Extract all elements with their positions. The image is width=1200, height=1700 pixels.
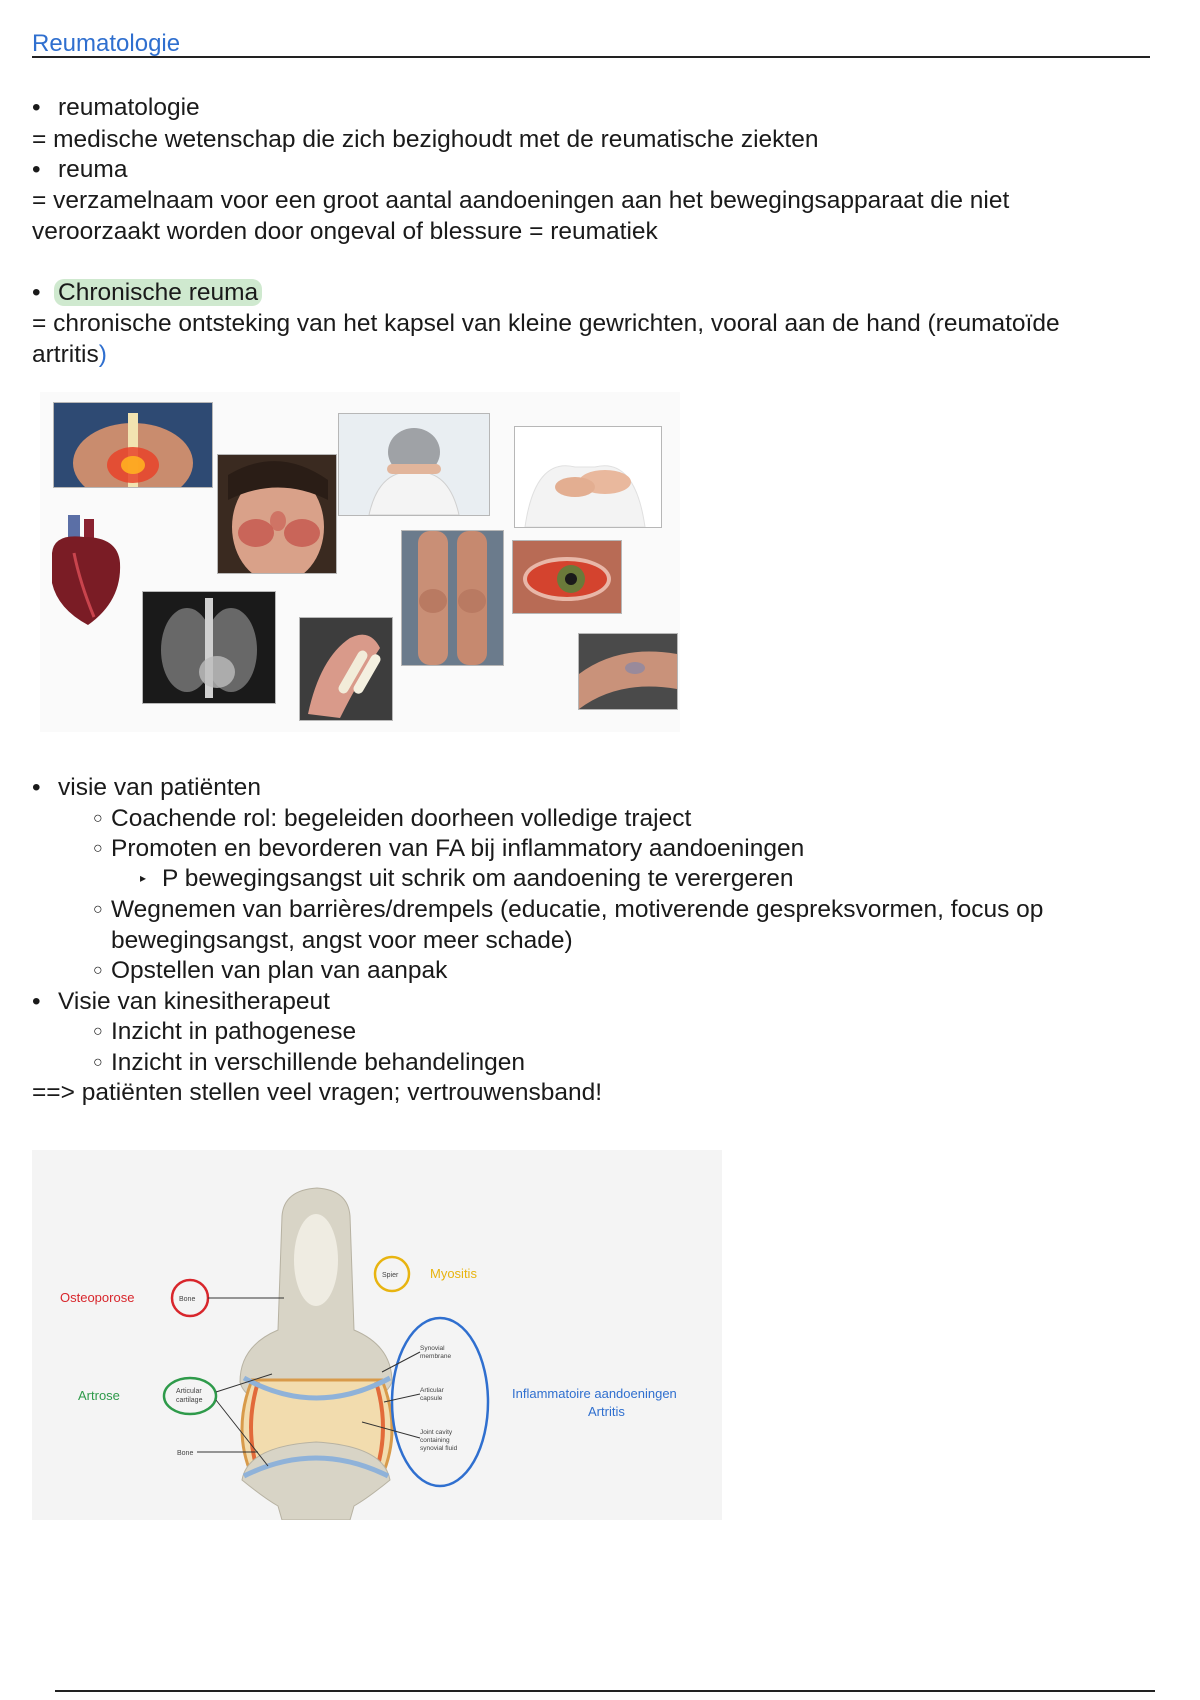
list-item — [93, 1047, 525, 1078]
list-item — [93, 803, 691, 834]
list-item — [93, 955, 447, 986]
label-capsule: capsule — [420, 1395, 443, 1402]
circle-bullet: ○ — [93, 901, 103, 918]
child-hands-image — [514, 426, 662, 528]
list-item — [32, 154, 127, 185]
red-eye-image — [512, 540, 622, 614]
label-containing: containing — [420, 1437, 450, 1444]
label-bone-bottom: Bone — [177, 1450, 194, 1457]
definition-chronic-line2-text: artritis — [32, 341, 99, 368]
patient-item: Wegnemen van barrières/drempels (educatie, motiverende gespreksvormen, focus op — [111, 896, 1044, 923]
circle-bullet: ○ — [93, 840, 103, 857]
label-cartilage: cartilage — [176, 1397, 203, 1404]
arm-skin-image — [578, 633, 678, 710]
label-joint-cavity: Joint cavity — [420, 1429, 453, 1436]
back-pain-image — [53, 402, 213, 488]
term-chronische-reuma: Chronische reuma — [54, 279, 262, 306]
list-item — [32, 772, 261, 803]
page-title: Reumatologie — [32, 30, 181, 57]
definition-reumatologie: = medische wetenschap die zich bezighoudt met de reumatische ziekten — [32, 126, 819, 153]
artrose-circle — [164, 1378, 216, 1414]
label-spier: Spier — [382, 1272, 399, 1279]
bullet: • — [32, 156, 41, 183]
neck-pain-image — [338, 413, 490, 516]
list-item — [93, 894, 1043, 925]
definition-reuma-line2: veroorzaakt worden door ongeval of blessure = reumatiek — [32, 218, 658, 245]
conclusion: ==> patiënten stellen veel vragen; vertrouwensband! — [32, 1079, 603, 1106]
label-synovial: Synovial — [420, 1345, 445, 1352]
label-articular: Articular — [176, 1388, 202, 1395]
inflammatory-ellipse — [392, 1318, 488, 1486]
circle-bullet: ○ — [93, 1054, 103, 1071]
footer-rule — [55, 1690, 1155, 1692]
label-inflammatoire: Inflammatoire aandoeningen — [512, 1386, 677, 1401]
patient-item: Promoten en bevorderen van FA bij inflammatory aandoeningen — [111, 835, 805, 862]
raynaud-fingers-image — [299, 617, 393, 721]
patient-item: Coachende rol: begeleiden doorheen volledige traject — [111, 805, 692, 832]
list-item — [32, 986, 330, 1017]
list-item — [32, 277, 262, 308]
circle-bullet: ○ — [93, 962, 103, 979]
term-reumatologie: reumatologie — [58, 94, 200, 121]
bullet: • — [32, 94, 41, 121]
patient-view-heading: visie van patiënten — [58, 774, 261, 801]
definition-reuma-line1: = verzamelnaam voor een groot aantal aandoeningen aan het bewegingsapparaat die niet — [32, 187, 1010, 214]
label-myositis: Myositis — [430, 1266, 477, 1281]
label-membrane: membrane — [420, 1353, 452, 1360]
bullet: • — [32, 774, 41, 801]
label-bone-top: Bone — [179, 1296, 196, 1303]
closing-paren: ) — [98, 341, 107, 368]
title-underline — [32, 56, 1150, 58]
bullet: • — [32, 279, 41, 306]
patient-item-continuation: bewegingsangst, angst voor meer schade) — [111, 927, 573, 954]
definition-chronic-line2 — [32, 339, 107, 370]
chest-xray-image — [142, 591, 276, 704]
label-artritis: Artritis — [588, 1404, 625, 1419]
circle-bullet: ○ — [93, 1023, 103, 1040]
label-articular-capsule: Articular — [420, 1387, 444, 1394]
list-item — [93, 1016, 356, 1047]
label-osteoporose: Osteoporose — [60, 1290, 135, 1305]
triangle-bullet: ▸ — [140, 871, 147, 885]
patient-subitem: P bewegingsangst uit schrik om aandoening te verergeren — [162, 865, 794, 892]
face-rash-image — [217, 454, 337, 574]
patient-item: Opstellen van plan van aanpak — [111, 957, 448, 984]
joint-diagram — [32, 1150, 722, 1520]
knees-image — [401, 530, 504, 666]
label-artrose: Artrose — [78, 1388, 120, 1403]
term-reuma: reuma — [58, 156, 128, 183]
list-item — [93, 833, 804, 864]
therapist-item: Inzicht in pathogenese — [111, 1018, 357, 1045]
bullet: • — [32, 988, 41, 1015]
heart-image — [44, 513, 126, 628]
therapist-view-heading: Visie van kinesitherapeut — [58, 988, 330, 1015]
list-item — [140, 863, 794, 894]
therapist-item: Inzicht in verschillende behandelingen — [111, 1049, 526, 1076]
definition-chronic-line1: = chronische ontsteking van het kapsel van kleine gewrichten, vooral aan de hand (reumatoïde — [32, 310, 1060, 337]
label-synovial-fluid: synovial fluid — [420, 1445, 458, 1452]
list-item — [32, 92, 200, 123]
circle-bullet: ○ — [93, 810, 103, 827]
